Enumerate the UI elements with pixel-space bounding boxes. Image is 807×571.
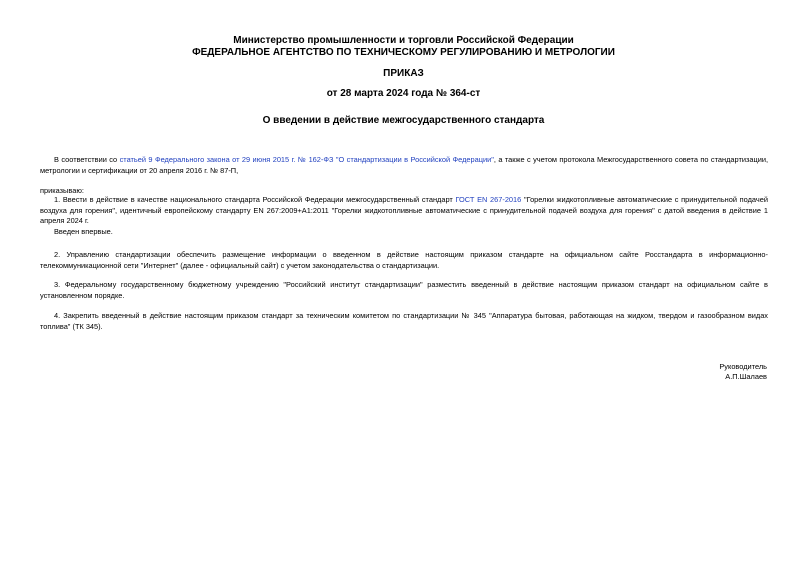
order-subject: О введении в действие межгосударственного стандарта (262, 115, 545, 126)
signature-role: Руководитель (719, 362, 767, 371)
order-title: ПРИКАЗ (383, 68, 424, 79)
paragraph-item-2: 2. Управлению стандартизации обеспечить размещение информации о введенном в действие настоящим приказом стандарте на официальном сайте Росстандарта в информационно-телекоммуникационной сети "Интернет" (далее - официальный сайт) с учетом законодательства о стандартизации. (40, 250, 768, 270)
order-date-number: от 28 марта 2024 года № 364-ст (326, 88, 481, 99)
item-1-text-start: 1. Ввести в действие в качестве национального стандарта Российской Федерации межгосударственный стандарт (54, 195, 456, 204)
paragraph-item-4: 4. Закрепить введенный в действие настоящим приказом стандарт за техническим комитетом по стандартизации № 345 "Аппаратура бытовая, работающая на жидком, твердом и газообразном видах топлива" (ТК 345). (40, 311, 768, 331)
law-article-link[interactable]: статьей 9 Федерального закона от 29 июня 2015 г. № 162-ФЗ "О стандартизации в Российской Федерации" (119, 155, 494, 164)
preamble-text-end: , а также с учетом протокола Межгосударственного совета по стандартизации, метрологии и сертификации от 20 апреля 2016 г. № 87-П, (40, 155, 768, 175)
ministry-title: Министерство промышленности и торговли Российской Федерации (233, 35, 574, 46)
signature-name: А.П.Шалаев (725, 372, 767, 381)
paragraph-preamble (40, 155, 768, 176)
standard-link[interactable]: ГОСТ EN 267-2016 (455, 195, 522, 204)
preamble-text-start: В соответствии со (54, 155, 120, 164)
paragraph-order-word: приказываю: (40, 186, 84, 195)
paragraph-introduced-first: Введен впервые. (54, 227, 113, 236)
paragraph-item-1 (40, 195, 768, 227)
item-1-text-end: "Горелки жидкотопливные автоматические с принудительной подачей воздуха для горения", идентичный европейскому стандарту EN 267:2009+A1:2011 "Горелки жидкотопливные автоматические с принудительной подачей воздуха для горения" с датой введения в действие 1 апреля 2024 г. (40, 195, 768, 225)
agency-title: ФЕДЕРАЛЬНОЕ АГЕНТСТВО ПО ТЕХНИЧЕСКОМУ РЕГУЛИРОВАНИЮ И МЕТРОЛОГИИ (192, 47, 615, 58)
paragraph-item-3: 3. Федеральному государственному бюджетному учреждению "Российский институт стандартизации" разместить введенный в действие настоящим приказом стандарт на официальном сайте в установленном порядке. (40, 280, 768, 300)
